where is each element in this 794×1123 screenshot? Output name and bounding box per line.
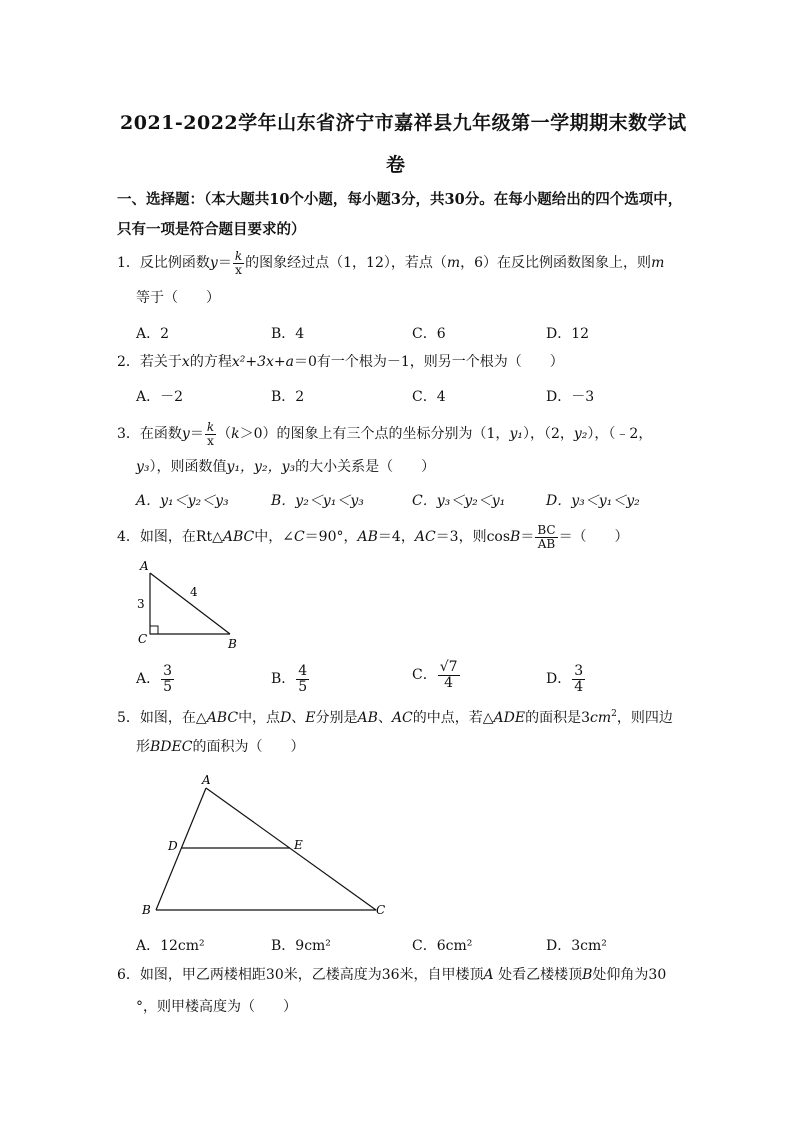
side-ab-label: 4 xyxy=(190,585,198,599)
q2-option-d[interactable]: D．－3 xyxy=(546,389,595,405)
point-d-label: D xyxy=(168,839,178,853)
question-3-line1: 3．在函数y＝ $\frac{k}{x}$ （k＞0）的图象上有三个点的坐标分别为（1，y₁），（2，y₂），（﹣2， xyxy=(117,420,653,448)
section-header-line2: 只有一项是符合题目要求的） xyxy=(117,221,306,238)
q4-option-d[interactable]: D． $\frac{3}{4}$ xyxy=(546,663,584,695)
question-4: 4．如图，在Rt△ABC中，∠C＝90°，AB＝4，AC＝3，则cosB＝ $\frac{BC}{AB}$ ＝（ ） xyxy=(117,523,629,551)
section-header-line1: 一、选择题：（本大题共10个小题，每小题3分，共30分。在每小题给出的四个选项中， xyxy=(117,191,683,208)
q1-option-a[interactable]: A．2 xyxy=(136,326,170,342)
q2-option-c[interactable]: C．4 xyxy=(412,389,446,405)
question-1-line1: 1．反比例函数y＝ $\frac{k}{x}$ 的图象经过点（1，12），若点（m，6）在反比例函数图象上，则m xyxy=(117,249,665,277)
q1-option-d[interactable]: D．12 xyxy=(546,326,590,342)
question-3-line2: y₃），则函数值y₁，y₂，y₃的大小关系是（ ） xyxy=(136,459,436,475)
question-2: 2．若关于x的方程x²+3x+a＝0有一个根为－1，则另一个根为（ ） xyxy=(117,354,564,370)
q4-option-a[interactable]: A． $\frac{3}{5}$ xyxy=(136,663,173,695)
question-5-line2: 形BDEC的面积为（ ） xyxy=(136,739,305,755)
q4-fraction: $\frac{BC}{AB}$ xyxy=(537,523,556,551)
q3-option-d[interactable]: D．y₃＜y₁＜y₂ xyxy=(546,493,640,509)
q5-option-a[interactable]: A．12cm² xyxy=(136,938,205,954)
vertex-a-label: A xyxy=(140,559,149,573)
q2-option-b[interactable]: B．2 xyxy=(271,389,305,405)
q3-fraction: $\frac{k}{x}$ xyxy=(206,420,215,448)
side-ac-label: 3 xyxy=(137,597,145,611)
right-angle-marker xyxy=(150,626,158,634)
vertex-a-label: A xyxy=(202,773,211,787)
q5-option-d[interactable]: D．3cm² xyxy=(546,938,607,954)
segment-ab xyxy=(150,573,230,634)
q3-option-c[interactable]: C．y₃＜y₂＜y₁ xyxy=(412,493,506,509)
q3-option-a[interactable]: A．y₁＜y₂＜y₃ xyxy=(136,493,229,509)
q1-option-c[interactable]: C．6 xyxy=(412,326,446,342)
q4-triangle-figure xyxy=(132,555,247,653)
segment-ab xyxy=(156,788,206,910)
vertex-b-label: B xyxy=(142,903,151,917)
question-1-line2: 等于（ ） xyxy=(136,290,220,306)
question-5-line1: 5．如图，在△ABC中，点D、E分别是AB、AC的中点，若△ADE的面积是$3cm^2$，则四边 xyxy=(117,709,673,726)
q3-option-b[interactable]: B．y₂＜y₁＜y₃ xyxy=(271,493,364,509)
q1-fraction: $\frac{k}{x}$ xyxy=(234,249,243,277)
q5-triangle-figure xyxy=(138,772,393,920)
vertex-b-label: B xyxy=(228,637,237,651)
q5-option-c[interactable]: C．6cm² xyxy=(412,938,473,954)
paper-title-line1: 2021-2022学年山东省济宁市嘉祥县九年级第一学期期末数学试 xyxy=(120,112,687,134)
paper-title-line2: 卷 xyxy=(386,154,406,176)
question-6-line2: °，则甲楼高度为（ ） xyxy=(136,999,297,1015)
question-6-line1: 6．如图，甲乙两楼相距30米，乙楼高度为36米，自甲楼顶A 处看乙楼楼顶B处仰角为30 xyxy=(117,967,667,983)
q4-option-c[interactable]: C． $\frac{√7}{4}$ xyxy=(412,659,458,691)
q1-option-b[interactable]: B．4 xyxy=(271,326,305,342)
q4-option-b[interactable]: B． $\frac{4}{5}$ xyxy=(271,663,308,695)
point-e-label: E xyxy=(294,838,303,852)
q2-option-a[interactable]: A．－2 xyxy=(136,389,184,405)
q5-option-b[interactable]: B．9cm² xyxy=(271,938,331,954)
vertex-c-label: C xyxy=(376,903,386,917)
segment-ac xyxy=(206,788,376,910)
vertex-c-label: C xyxy=(138,632,148,646)
